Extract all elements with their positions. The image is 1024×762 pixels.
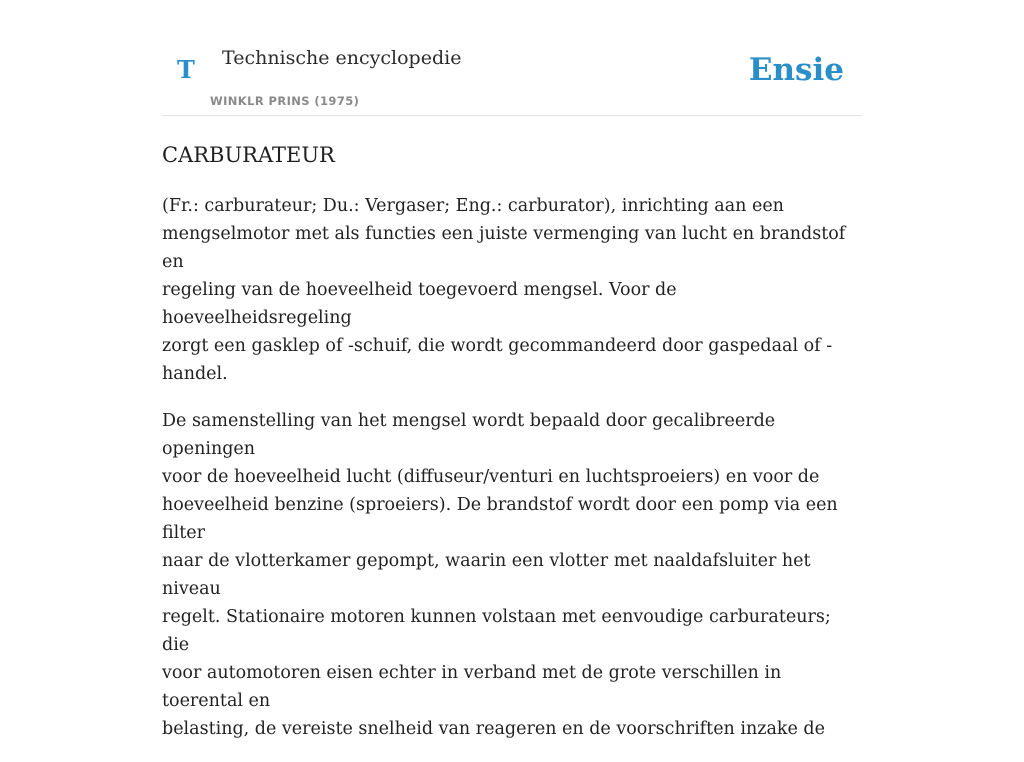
encyclopedia-source: WINKLR PRINS (1975) bbox=[210, 94, 360, 108]
encyclopedia-logo-icon[interactable]: T bbox=[177, 55, 195, 84]
encyclopedia-title[interactable]: Technische encyclopedie bbox=[222, 47, 462, 69]
brand-logo[interactable]: Ensie bbox=[748, 52, 844, 88]
site-header bbox=[162, 0, 862, 116]
article-title: CARBURATEUR bbox=[162, 143, 335, 167]
article-body bbox=[162, 192, 862, 762]
article-paragraph: De samenstelling van het mengsel wordt bepaald door gecalibreerde openingen voor de hoeveelheid lucht (diffuseur/venturi en luchtsproeiers) en voor de hoeveelheid benzine (sproeiers). De brandstof wordt door een pomp via een filter naar de vlotterkamer gepompt, waarin een vlotter met naaldafsluiter het niveau regelt. Stationaire motoren kunnen volstaan met eenvoudige carburateurs; die voor automotoren eisen echter in verband met de grote verschillen in toerental en belasting, de vereiste snelheid van reageren en de voorschriften inzake de bbox=[162, 411, 838, 739]
article-paragraph: (Fr.: carburateur; Du.: Vergaser; Eng.: carburator), inrichting aan een mengselmotor met als functies een juiste vermenging van lucht en brandstof en regeling van de hoeveelheid toegevoerd mengsel. Voor de hoeveelheidsregeling zorgt een gasklep of -schuif, die wordt gecommandeerd door gaspedaal of -handel. bbox=[162, 196, 846, 384]
